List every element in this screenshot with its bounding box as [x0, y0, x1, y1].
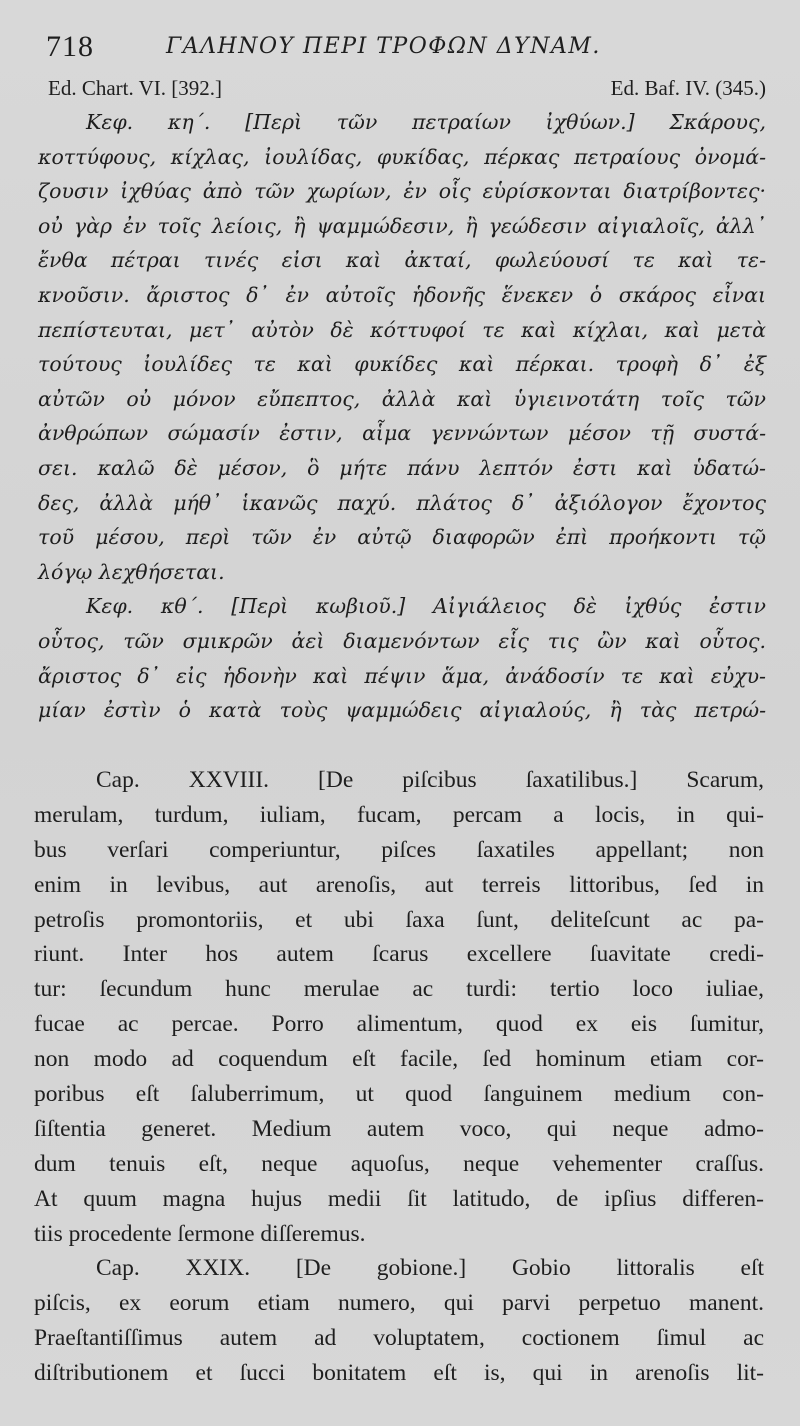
- latin-line: dum tenuis eſt, neque aquoſus, neque vehementer craſſus.: [34, 1150, 764, 1177]
- latin-line: ſiſtentia generet. Medium autem voco, qui neque admo-: [34, 1115, 764, 1142]
- edition-reference-right: Ed. Baf. IV. (345.): [610, 76, 766, 100]
- greek-line: ἄριστος δ᾽ εἰς ἡδονὴν καὶ πέψιν ἅμα, ἀνάδοσίν τε καὶ εὐχυ-: [38, 663, 766, 688]
- latin-line: diſtributionem et ſucci bonitatem eſt is, qui in arenoſis lit-: [34, 1360, 764, 1387]
- greek-line: πεπίστευται, μετ᾽ αὐτὸν δὲ κόττυφοί τε καὶ κίχλαι, καὶ μετὰ: [38, 317, 766, 342]
- latin-text: [34, 763, 764, 1391]
- latin-line: Praeſtantiſſimus autem ad voluptatem, coctionem ſimul ac: [34, 1325, 764, 1352]
- greek-line: σει. καλῶ δὲ μέσον, ὃ μήτε πάνυ λεπτόν ἐστι καὶ ὑδατώ-: [38, 455, 766, 480]
- greek-line: κνοῦσιν. ἄριστος δ᾽ ἐν αὐτοῖς ἡδονῆς ἕνεκεν ὁ σκάρος εἶναι: [38, 282, 766, 307]
- greek-text: [38, 105, 766, 728]
- greek-line: Κεφ. κη΄. [Περὶ τῶν πετραίων ἰχθύων.] Σκάρους,: [86, 110, 766, 134]
- greek-line: οὗτος, τῶν σμικρῶν ἀεὶ διαμενόντων εἷς τις ὢν καὶ οὗτος.: [38, 628, 766, 653]
- page-header: [46, 24, 770, 64]
- greek-line: Κεφ. κθ΄. [Περὶ κωβιοῦ.] Αἰγιάλειος δὲ ἰχθύς ἐστιν: [86, 594, 766, 619]
- page-number: 718: [46, 30, 94, 63]
- latin-line: petroſis promontoriis, et ubi ſaxa ſunt, deliteſcunt ac pa-: [34, 906, 764, 933]
- greek-line: αὐτῶν οὐ μόνον εὔπεπτος, ἀλλὰ καὶ ὑγιεινοτάτη τοῖς τῶν: [38, 386, 766, 411]
- latin-line: merulam, turdum, iuliam, fucam, percam a locis, in qui-: [34, 801, 764, 828]
- greek-line: τοῦ μέσου, περὶ τῶν ἐν αὐτῷ διαφορῶν ἐπὶ προήκοντι τῷ: [38, 525, 766, 550]
- greek-line: μίαν ἐστὶν ὁ κατὰ τοὺς ψαμμώδεις αἰγιαλούς, ἢ τὰς πετρώ-: [38, 698, 766, 723]
- greek-line: κοττύφους, κίχλας, ἰουλίδας, φυκίδας, πέρκας πετραίους ὀνομά-: [38, 144, 766, 169]
- running-title: ΓΑΛΗΝΟΥ ΠΕΡΙ ΤΡΟΦΩΝ ΔΥΝΑΜ.: [166, 34, 601, 59]
- greek-line: δες, ἀλλὰ μήθ᾽ ἱκανῶς παχύ. πλάτος δ᾽ ἀξιόλογον ἔχοντος: [38, 490, 766, 515]
- edition-reference-left: Ed. Chart. VI. [392.]: [48, 76, 222, 100]
- latin-line: non modo ad coquendum eſt facile, ſed hominum etiam cor-: [34, 1046, 764, 1073]
- latin-line: fucae ac percae. Porro alimentum, quod ex eis ſumitur,: [34, 1011, 764, 1038]
- latin-line: bus verſari comperiuntur, piſces ſaxatiles appellant; non: [34, 836, 764, 863]
- latin-line: tur: ſecundum hunc merulae ac turdi: tertio loco iuliae,: [34, 976, 764, 1003]
- latin-line: Cap. XXVIII. [De piſcibus ſaxatilibus.] Scarum,: [96, 767, 764, 793]
- latin-line: enim in levibus, aut arenoſis, aut terreis littoribus, ſed in: [34, 871, 764, 898]
- greek-line: λόγῳ λεχθήσεται.: [38, 559, 225, 584]
- latin-line: riunt. Inter hos autem ſcarus excellere ſuavitate credi-: [34, 941, 764, 968]
- latin-line: Cap. XXIX. [De gobione.] Gobio littoralis eſt: [96, 1255, 764, 1282]
- greek-line: τούτους ἰουλίδες τε καὶ φυκίδες καὶ πέρκαι. τροφὴ δ᾽ ἐξ: [38, 352, 766, 377]
- edition-references: [48, 76, 766, 106]
- latin-line: tiis procedente ſermone diſſeremus.: [34, 1220, 366, 1247]
- latin-line: At quum magna hujus medii ſit latitudo, de ipſius differen-: [34, 1185, 764, 1212]
- greek-line: ἔνθα πέτραι τινές εἰσι καὶ ἀκταί, φωλεύουσί τε καὶ τε-: [38, 248, 766, 273]
- greek-line: ἀνθρώπων σώμασίν ἐστιν, αἷμα γεννώντων μέσον τῇ συστά-: [38, 421, 766, 446]
- greek-line: ζουσιν ἰχθύας ἀπὸ τῶν χωρίων, ἐν οἷς εὑρίσκονται διατρίβοντες·: [38, 179, 766, 204]
- greek-line: οὐ γὰρ ἐν τοῖς λείοις, ἢ ψαμμώδεσιν, ἢ γεώδεσιν αἰγιαλοῖς, ἀλλ᾽: [38, 213, 766, 238]
- latin-line: piſcis, ex eorum etiam numero, qui parvi perpetuo manent.: [34, 1290, 764, 1317]
- latin-line: poribus eſt ſaluberrimum, ut quod ſanguinem medium con-: [34, 1081, 764, 1108]
